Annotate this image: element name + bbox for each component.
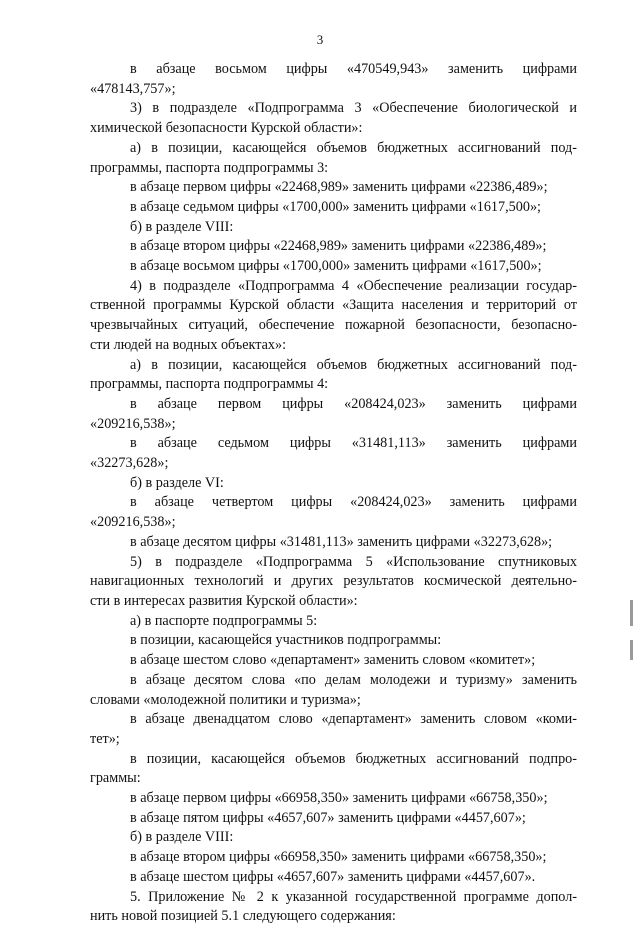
text-line: ственной программы Курской области «Защита населения и территорий от [90, 297, 577, 314]
text-line: химической безопасности Курской области»: [90, 120, 363, 137]
text-line: в абзаце втором цифры «22468,989» заменить цифрами «22386,489»; [130, 238, 547, 255]
text-line: в абзаце десятом слова «по делам молодежи и туризму» заменить [130, 671, 577, 688]
text-line: «478143,757»; [90, 80, 176, 97]
text-line: б) в разделе VIII: [130, 218, 234, 235]
text-line: в абзаце седьмом цифры «31481,113» заменить цифрами [130, 435, 577, 452]
text-line: в абзаце пятом цифры «4657,607» заменить цифрами «4457,607»; [130, 809, 526, 826]
text-line: 3) в подразделе «Подпрограмма 3 «Обеспечение биологической и [130, 100, 577, 117]
text-line: в абзаце шестом слово «департамент» заменить словом «комитет»; [130, 652, 536, 669]
text-line: нить новой позицией 5.1 следующего содержания: [90, 908, 396, 925]
text-line: сти в интересах развития Курской области»: [90, 592, 358, 609]
page-number: 3 [316, 32, 324, 47]
text-line: программы, паспорта подпрограммы 4: [90, 376, 329, 393]
text-line: в абзаце втором цифры «66958,350» заменить цифрами «66758,350»; [130, 849, 547, 866]
text-line: «209216,538»; [90, 415, 176, 432]
text-line: 5) в подразделе «Подпрограмма 5 «Использование спутниковых [130, 553, 577, 570]
text-line: в абзаце первом цифры «22468,989» заменить цифрами «22386,489»; [130, 179, 548, 196]
text-line: в позиции, касающейся объемов бюджетных ассигнований подпро- [130, 750, 577, 767]
text-line: сти людей на водных объектах»: [90, 336, 287, 353]
scan-margin-mark [630, 600, 633, 626]
text-line: в абзаце шестом цифры «4657,607» заменить цифрами «4457,607». [130, 868, 536, 885]
text-line: в абзаце двенадцатом слово «департамент» заменить словом «коми- [130, 711, 577, 728]
text-line: б) в разделе VIII: [130, 829, 234, 846]
text-line: «32273,628»; [90, 455, 169, 472]
scan-margin-mark [630, 640, 633, 660]
text-line: словами «молодежной политики и туризма»; [90, 691, 361, 708]
text-line: в абзаце четвертом цифры «208424,023» заменить цифрами [130, 494, 577, 511]
text-line: б) в разделе VI: [130, 474, 224, 491]
text-line: в абзаце восьмом цифры «1700,000» заменить цифрами «1617,500»; [130, 258, 542, 275]
text-line: 5. Приложение № 2 к указанной государственной программе допол- [130, 888, 577, 905]
text-line: в абзаце седьмом цифры «1700,000» заменить цифрами «1617,500»; [130, 198, 541, 215]
text-line: в абзаце десятом цифры «31481,113» заменить цифрами «32273,628»; [130, 533, 553, 550]
text-line: чрезвычайных ситуаций, обеспечение пожарной безопасности, безопасно- [90, 317, 577, 334]
text-line: в позиции, касающейся участников подпрограммы: [130, 632, 442, 649]
text-line: навигационных технологий и других результатов космической деятельно- [90, 573, 577, 590]
text-line: а) в паспорте подпрограммы 5: [130, 612, 318, 629]
document-body [90, 60, 577, 927]
text-line: тет»; [90, 730, 120, 747]
text-line: в абзаце восьмом цифры «470549,943» заменить цифрами [130, 61, 577, 77]
text-line: в абзаце первом цифры «208424,023» заменить цифрами [130, 395, 577, 412]
text-line: 4) в подразделе «Подпрограмма 4 «Обеспечение реализации государ- [130, 277, 577, 294]
text-line: «209216,538»; [90, 514, 176, 531]
text-line: а) в позиции, касающейся объемов бюджетных ассигнований под- [130, 139, 577, 156]
text-line: граммы: [90, 770, 141, 787]
text-line: в абзаце первом цифры «66958,350» заменить цифрами «66758,350»; [130, 790, 548, 807]
text-line: программы, паспорта подпрограммы 3: [90, 159, 329, 176]
text-line: а) в позиции, касающейся объемов бюджетных ассигнований под- [130, 356, 577, 373]
